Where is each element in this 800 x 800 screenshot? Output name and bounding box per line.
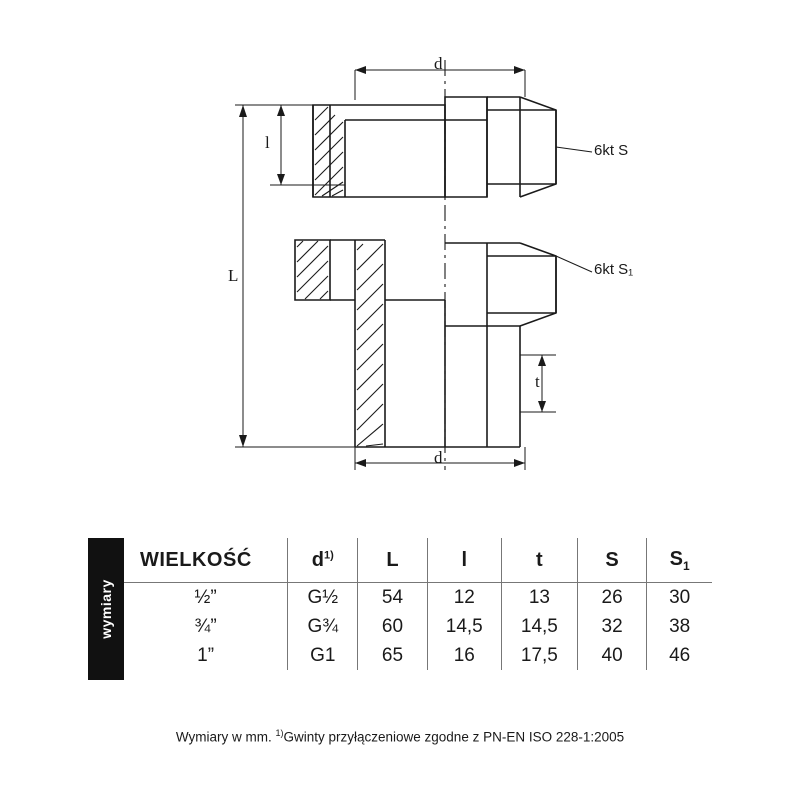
dimension-label-t: t — [535, 372, 540, 391]
dimension-label-L: L — [228, 266, 239, 285]
cell-S: 40 — [577, 641, 646, 670]
cell-d: G¾ — [288, 612, 358, 641]
cell-S1: 46 — [669, 644, 691, 666]
cell-S1: 30 — [669, 586, 691, 608]
cell-S: 26 — [577, 583, 646, 613]
table-header-row — [124, 538, 712, 583]
dimension-label-d-top: d — [434, 54, 443, 73]
cell-L: 60 — [358, 612, 427, 641]
cell-S1: 38 — [669, 615, 691, 637]
dimensions-table — [124, 538, 712, 670]
dimensions-table-area — [0, 520, 800, 800]
table-row — [124, 641, 712, 670]
column-header-d — [288, 538, 358, 583]
table-side-tab-label: wymiary — [98, 579, 114, 639]
cell-d: G1 — [288, 641, 358, 670]
column-header-l: l — [427, 538, 501, 583]
column-header-L: L — [358, 538, 427, 583]
callout-hex-s: 6kt S — [594, 142, 629, 159]
dimension-label-l: l — [265, 133, 270, 152]
column-header-S1 — [647, 538, 712, 583]
cell-l: 12 — [427, 583, 501, 613]
table-row — [124, 612, 712, 641]
cell-size: ½” — [124, 583, 288, 613]
footnote-text-after: Gwinty przyłączeniowe zgodne z PN-EN ISO 228-1:2005 — [283, 729, 625, 745]
cell-l: 14,5 — [427, 612, 501, 641]
table-row — [124, 583, 712, 613]
cell-L: 54 — [358, 583, 427, 613]
column-header-S1-base: S — [669, 547, 683, 570]
callout-hex-s1: 6kt S₁ — [594, 261, 634, 278]
footnote-text-before: Wymiary w mm. — [175, 729, 276, 745]
dimension-label-d-bottom: d — [434, 448, 443, 467]
table-footnote — [0, 728, 800, 745]
cell-S: 32 — [577, 612, 646, 641]
column-header-S1-sub: 1 — [682, 558, 690, 573]
column-header-d-sup: 1) — [324, 548, 334, 561]
cell-d: G½ — [288, 583, 358, 613]
table-side-tab — [88, 538, 124, 680]
cell-t: 13 — [501, 583, 577, 613]
cell-t: 17,5 — [501, 641, 577, 670]
table-header — [124, 538, 712, 583]
column-header-size: WIELKOŚĆ — [124, 538, 288, 583]
cell-l: 16 — [427, 641, 501, 670]
column-header-t: t — [501, 538, 577, 583]
column-header-S: S — [577, 538, 646, 583]
column-header-d-text: d — [311, 548, 324, 571]
cell-size: 1” — [124, 641, 288, 670]
cell-size: ¾” — [124, 612, 288, 641]
table-body — [124, 583, 712, 671]
cell-t: 14,5 — [501, 612, 577, 641]
cell-L: 65 — [358, 641, 427, 670]
footnote-sup: 1) — [275, 728, 284, 738]
